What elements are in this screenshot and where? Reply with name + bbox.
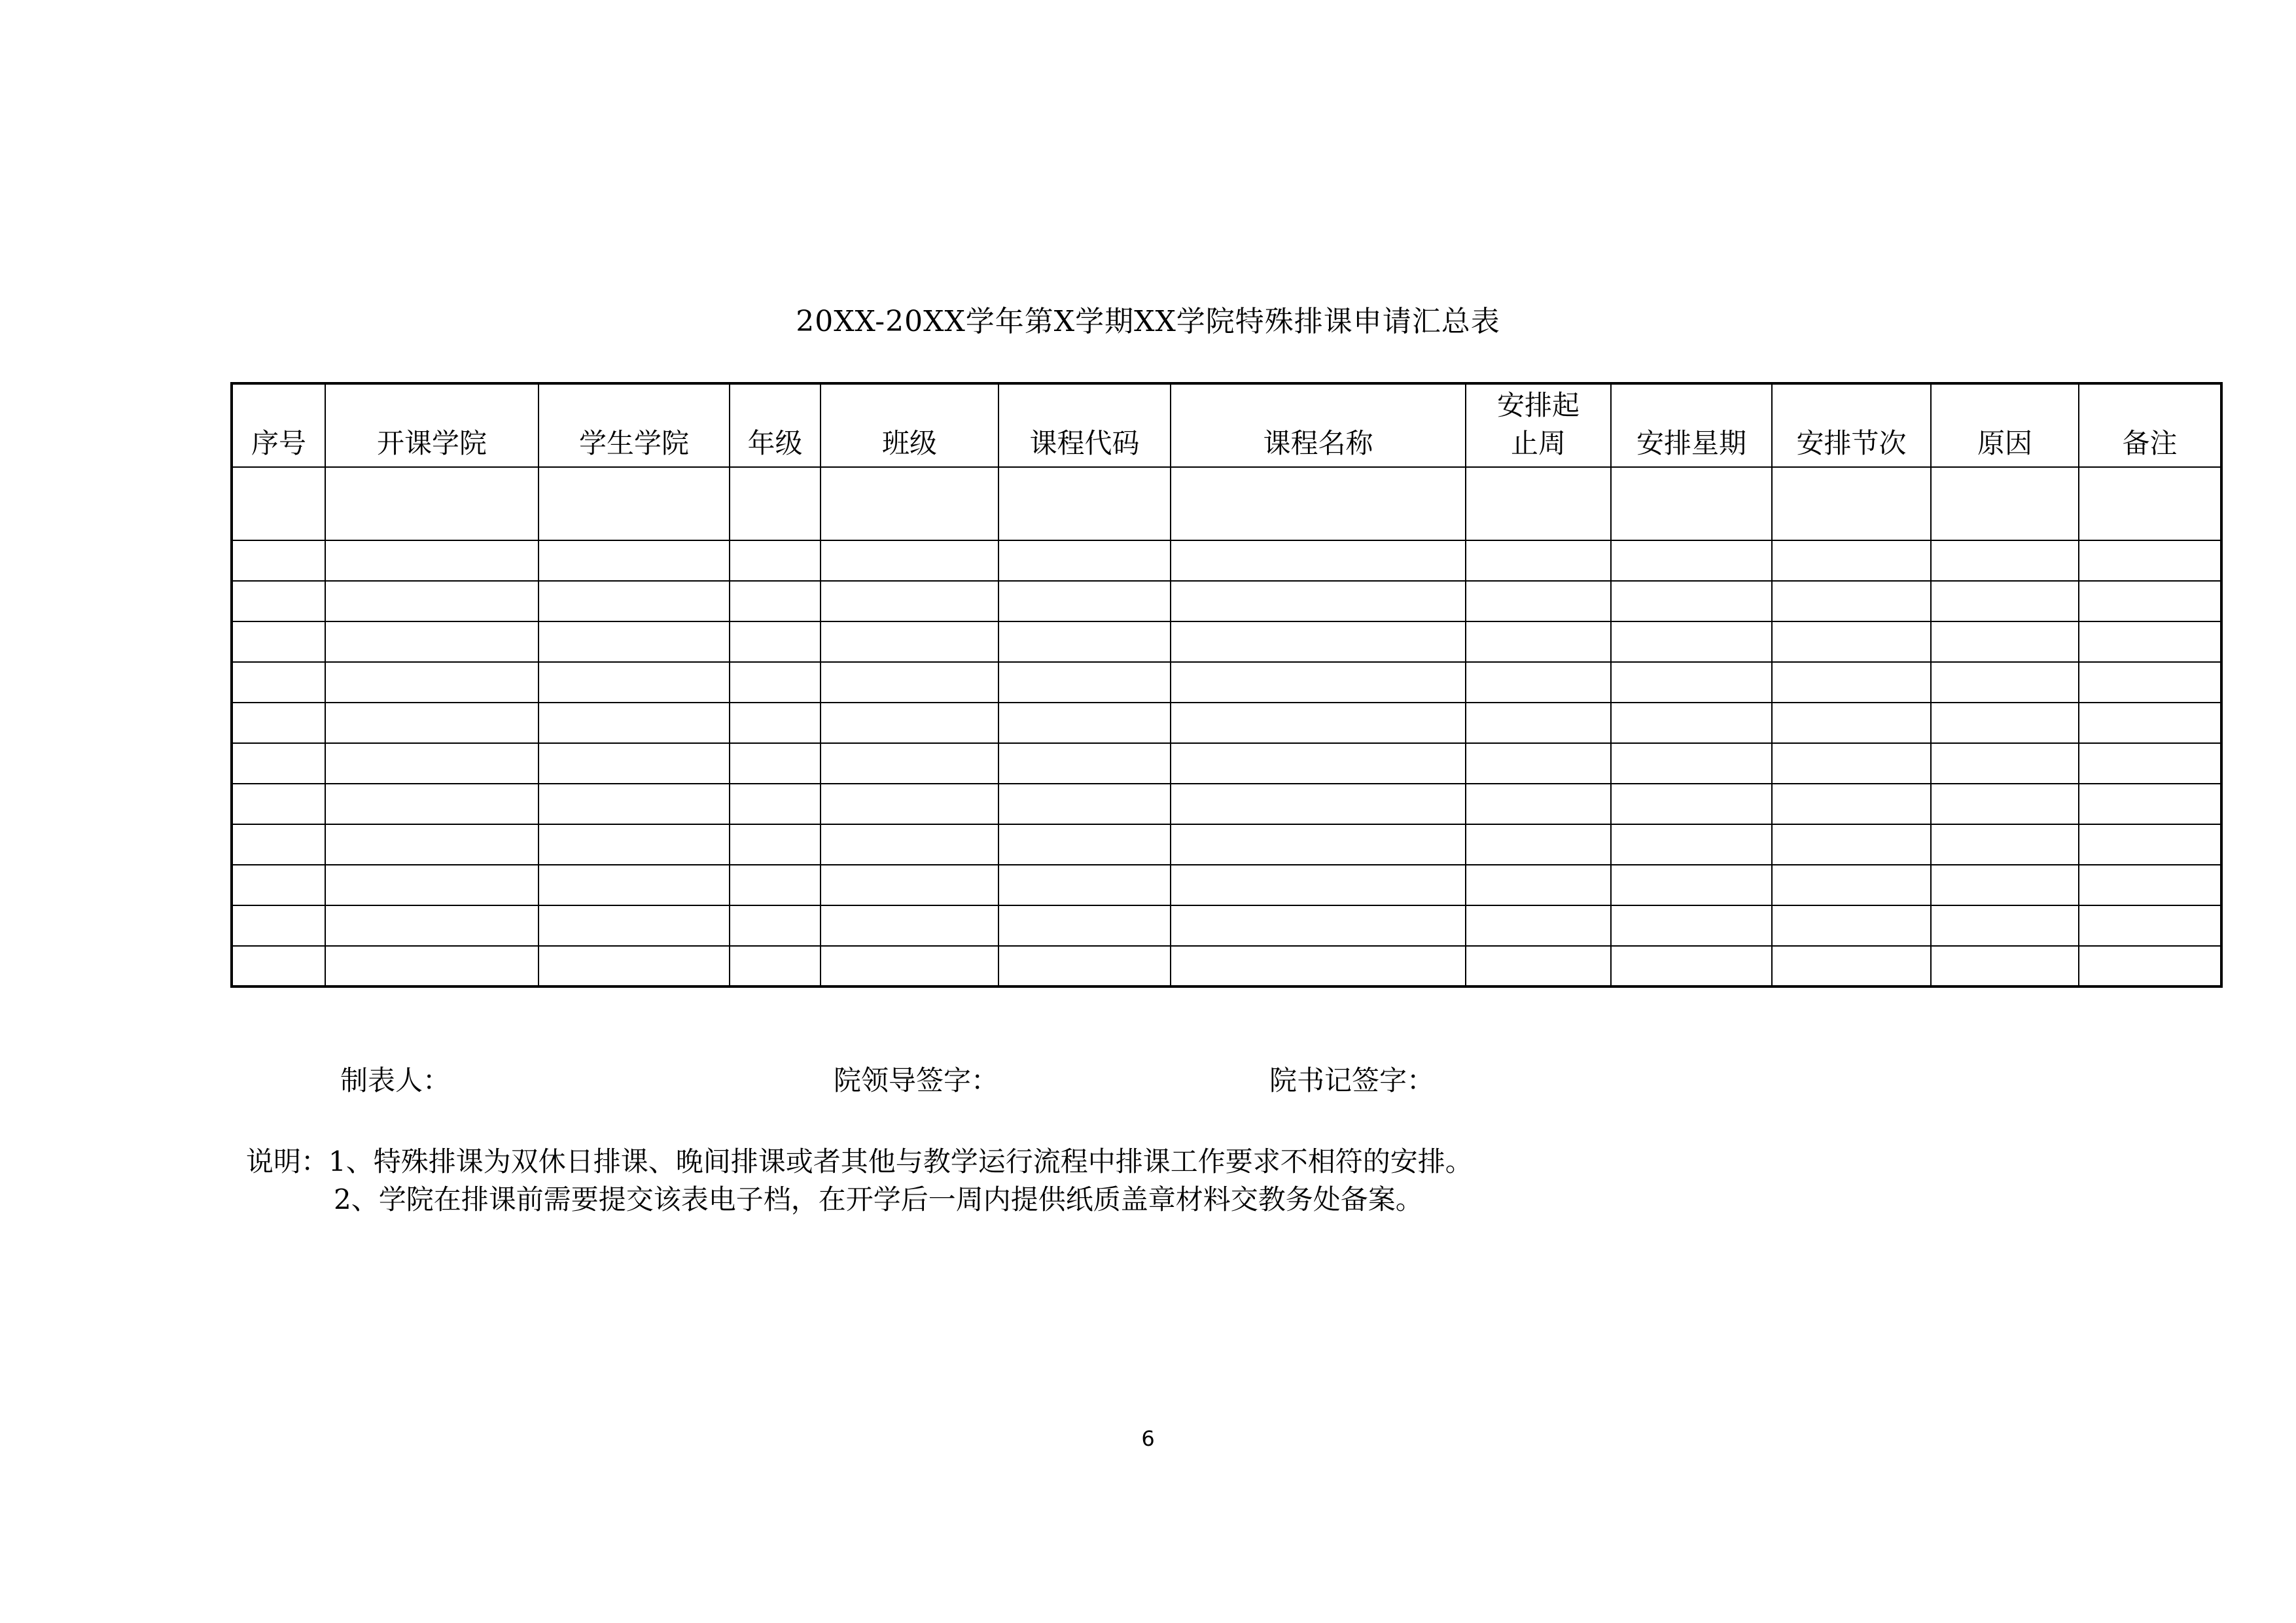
table-cell xyxy=(325,865,539,905)
header-remarks: 备注 xyxy=(2079,383,2221,467)
table-row xyxy=(232,703,2221,743)
table-cell xyxy=(1171,540,1466,581)
table-row xyxy=(232,540,2221,581)
maker-label: 制表人： xyxy=(340,1064,451,1096)
table-cell xyxy=(998,581,1171,621)
table-cell xyxy=(2079,581,2221,621)
table-cell xyxy=(1466,905,1611,946)
table-cell xyxy=(998,905,1171,946)
table-cell xyxy=(1466,621,1611,662)
table-row xyxy=(232,621,2221,662)
table-cell xyxy=(1171,784,1466,824)
table-cell xyxy=(998,540,1171,581)
table-cell xyxy=(539,905,730,946)
table-cell xyxy=(1611,784,1772,824)
table-cell xyxy=(730,865,821,905)
table-cell xyxy=(1772,621,1931,662)
table-cell xyxy=(325,662,539,703)
table-cell xyxy=(2079,905,2221,946)
table-cell xyxy=(232,540,325,581)
table-cell xyxy=(539,784,730,824)
table-cell xyxy=(1931,621,2079,662)
table-cell xyxy=(998,662,1171,703)
table-cell xyxy=(1466,467,1611,540)
table-cell xyxy=(325,905,539,946)
table-cell xyxy=(1772,865,1931,905)
table-cell xyxy=(730,662,821,703)
table-cell xyxy=(325,540,539,581)
table-cell xyxy=(1171,824,1466,865)
table-cell xyxy=(1931,946,2079,986)
table-cell xyxy=(325,621,539,662)
table-cell xyxy=(1611,540,1772,581)
table-cell xyxy=(821,581,998,621)
header-course-name: 课程名称 xyxy=(1171,383,1466,467)
table-cell xyxy=(1171,946,1466,986)
table-cell xyxy=(1466,662,1611,703)
table-cell xyxy=(1171,621,1466,662)
table-cell xyxy=(232,946,325,986)
table-cell xyxy=(539,743,730,784)
table-cell xyxy=(1772,824,1931,865)
header-week-range: 安排起 止周 xyxy=(1466,383,1611,467)
table-cell xyxy=(1772,581,1931,621)
table-cell xyxy=(1772,946,1931,986)
table-cell xyxy=(1931,824,2079,865)
table-cell xyxy=(539,824,730,865)
table-cell xyxy=(998,784,1171,824)
table-cell xyxy=(730,467,821,540)
table-cell xyxy=(730,581,821,621)
table-cell xyxy=(1466,581,1611,621)
table-cell xyxy=(232,467,325,540)
table-cell xyxy=(821,784,998,824)
table-cell xyxy=(1931,581,2079,621)
table-cell xyxy=(1772,743,1931,784)
table-cell xyxy=(821,540,998,581)
table-cell xyxy=(2079,743,2221,784)
table-cell xyxy=(539,662,730,703)
table-cell xyxy=(1466,946,1611,986)
table-cell xyxy=(1171,581,1466,621)
table-cell xyxy=(325,743,539,784)
table-row xyxy=(232,865,2221,905)
table-row xyxy=(232,743,2221,784)
table-cell xyxy=(2079,784,2221,824)
table-cell xyxy=(539,621,730,662)
table-cell xyxy=(1611,743,1772,784)
table-row xyxy=(232,905,2221,946)
table-cell xyxy=(325,824,539,865)
table-cell xyxy=(2079,662,2221,703)
table-cell xyxy=(2079,621,2221,662)
table-cell xyxy=(539,946,730,986)
table-cell xyxy=(1611,621,1772,662)
table-cell xyxy=(730,743,821,784)
table-cell xyxy=(821,865,998,905)
table-cell xyxy=(232,743,325,784)
table-cell xyxy=(232,703,325,743)
table-cell xyxy=(1466,743,1611,784)
header-weekday: 安排星期 xyxy=(1611,383,1772,467)
table-cell xyxy=(730,824,821,865)
table-cell xyxy=(1772,784,1931,824)
table-cell xyxy=(998,703,1171,743)
table-cell xyxy=(325,784,539,824)
table-cell xyxy=(1931,865,2079,905)
header-reason: 原因 xyxy=(1931,383,2079,467)
table-cell xyxy=(1772,703,1931,743)
table-cell xyxy=(1931,703,2079,743)
table-cell xyxy=(1466,540,1611,581)
table-cell xyxy=(1611,865,1772,905)
table-cell xyxy=(821,946,998,986)
table-cell xyxy=(1931,905,2079,946)
table-cell xyxy=(730,905,821,946)
table-cell xyxy=(1466,824,1611,865)
table-cell xyxy=(539,467,730,540)
table-cell xyxy=(1931,540,2079,581)
table-cell xyxy=(1171,865,1466,905)
table-row xyxy=(232,946,2221,986)
table-cell xyxy=(998,824,1171,865)
table-row xyxy=(232,581,2221,621)
table-cell xyxy=(539,540,730,581)
table-row xyxy=(232,824,2221,865)
table-cell xyxy=(821,703,998,743)
table-cell xyxy=(998,946,1171,986)
table-cell xyxy=(539,703,730,743)
table-cell xyxy=(821,905,998,946)
table-cell xyxy=(1611,467,1772,540)
table-cell xyxy=(821,743,998,784)
table-cell xyxy=(325,581,539,621)
table-cell xyxy=(998,467,1171,540)
table-cell xyxy=(1931,662,2079,703)
table-cell xyxy=(1611,662,1772,703)
page-title: 20XX-20XX学年第X学期XX学院特殊排课申请汇总表 xyxy=(796,305,1500,338)
table-cell xyxy=(2079,467,2221,540)
schedule-summary-table xyxy=(230,382,2223,988)
table-cell xyxy=(821,621,998,662)
table-cell xyxy=(1772,905,1931,946)
table-cell xyxy=(730,946,821,986)
header-index: 序号 xyxy=(232,383,325,467)
table-cell xyxy=(1611,946,1772,986)
table-cell xyxy=(1171,905,1466,946)
table-cell xyxy=(821,824,998,865)
header-class: 班级 xyxy=(821,383,998,467)
table-cell xyxy=(539,865,730,905)
table-cell xyxy=(232,662,325,703)
table-cell xyxy=(1171,743,1466,784)
table-cell xyxy=(821,662,998,703)
table-cell xyxy=(1611,581,1772,621)
table-cell xyxy=(998,865,1171,905)
table-cell xyxy=(232,621,325,662)
table-cell xyxy=(232,784,325,824)
table-row xyxy=(232,662,2221,703)
table-cell xyxy=(2079,703,2221,743)
table-row xyxy=(232,784,2221,824)
table-cell xyxy=(1772,467,1931,540)
table-cell xyxy=(1772,662,1931,703)
table-cell xyxy=(730,703,821,743)
header-period: 安排节次 xyxy=(1772,383,1931,467)
table-cell xyxy=(2079,946,2221,986)
table-cell xyxy=(1466,865,1611,905)
table-cell xyxy=(730,784,821,824)
table-cell xyxy=(730,621,821,662)
header-offering-college: 开课学院 xyxy=(325,383,539,467)
header-student-college: 学生学院 xyxy=(539,383,730,467)
table-cell xyxy=(1466,784,1611,824)
table-cell xyxy=(325,703,539,743)
table-cell xyxy=(232,905,325,946)
table-cell xyxy=(539,581,730,621)
table-cell xyxy=(232,581,325,621)
table-cell xyxy=(1611,703,1772,743)
table-cell xyxy=(325,467,539,540)
secretary-signature-label: 院书记签字： xyxy=(1269,1064,1435,1096)
header-row xyxy=(232,383,2221,467)
table-cell xyxy=(1466,703,1611,743)
page-number: 6 xyxy=(1141,1426,1155,1451)
table-cell xyxy=(1611,824,1772,865)
table-cell xyxy=(1931,784,2079,824)
table-cell xyxy=(1931,743,2079,784)
leader-signature-label: 院领导签字： xyxy=(834,1064,999,1096)
table-cell xyxy=(325,946,539,986)
note-line-1: 说明：1、特殊排课为双休日排课、晚间排课或者其他与教学运行流程中排课工作要求不相符的安排。 xyxy=(246,1145,1473,1178)
table-cell xyxy=(998,743,1171,784)
table-row xyxy=(232,467,2221,540)
table-cell xyxy=(730,540,821,581)
table-cell xyxy=(1171,703,1466,743)
table-cell xyxy=(2079,865,2221,905)
table-cell xyxy=(1931,467,2079,540)
table-cell xyxy=(1772,540,1931,581)
table-cell xyxy=(1611,905,1772,946)
table-cell xyxy=(2079,540,2221,581)
table-cell xyxy=(1171,467,1466,540)
note-line-2: 2、学院在排课前需要提交该表电子档，在开学后一周内提供纸质盖章材料交教务处备案。 xyxy=(334,1183,1423,1215)
header-grade: 年级 xyxy=(730,383,821,467)
table-cell xyxy=(232,824,325,865)
header-course-code: 课程代码 xyxy=(998,383,1171,467)
table-cell xyxy=(1171,662,1466,703)
table-cell xyxy=(821,467,998,540)
table-cell xyxy=(998,621,1171,662)
table-cell xyxy=(232,865,325,905)
table-cell xyxy=(2079,824,2221,865)
